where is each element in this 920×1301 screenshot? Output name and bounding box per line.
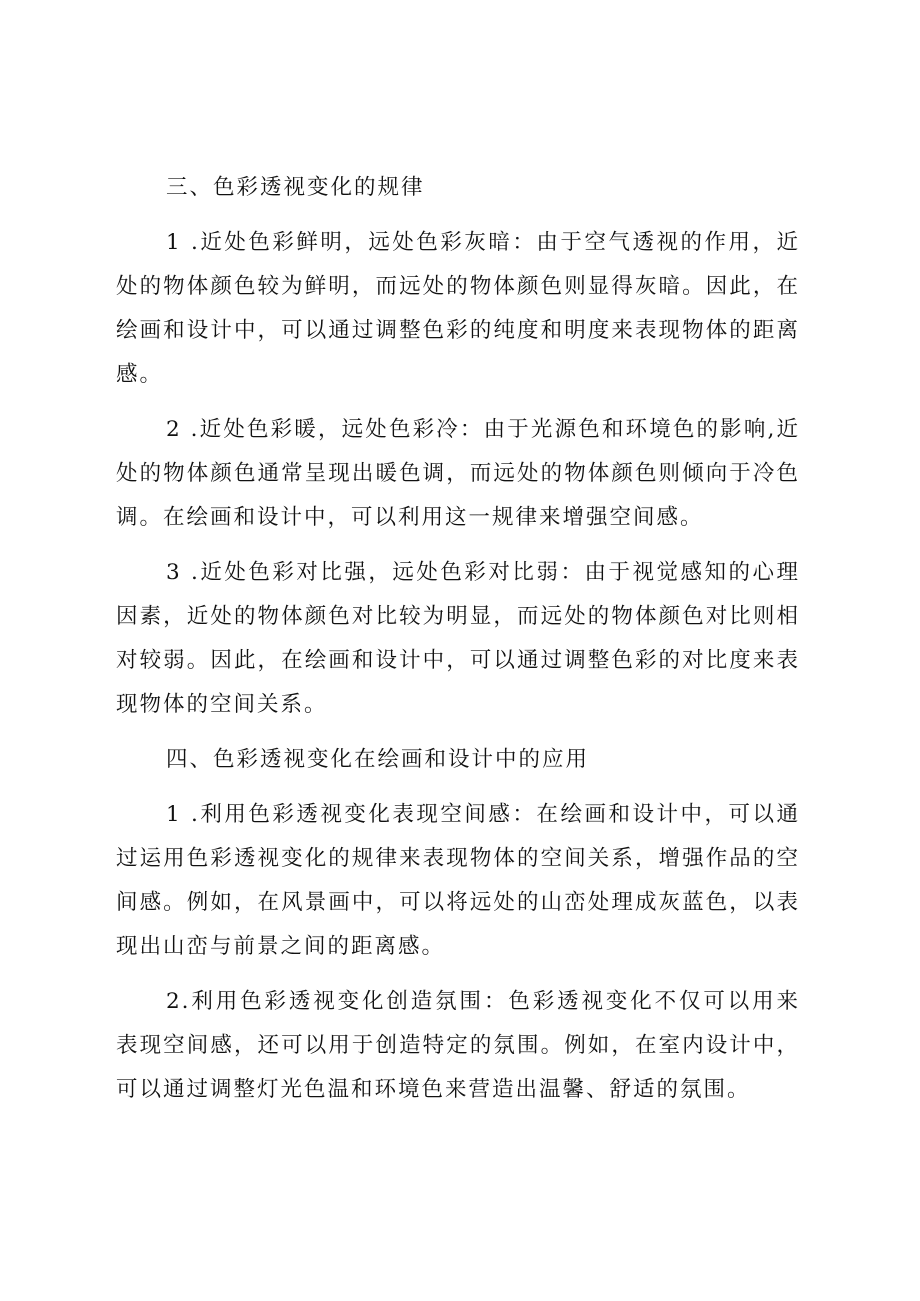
section-heading-4: 四、色彩透视变化在绘画和设计中的应用: [166, 747, 590, 772]
paragraph-3-1: 1 .近处色彩鲜明，远处色彩灰暗：由于空气透视的作用，近处的物体颜色较为鲜明，而远处的物体颜色则显得灰暗。因此，在绘画和设计中，可以通过调整色彩的纯度和明度来表现物体的距离感。: [116, 230, 800, 387]
document-body: [116, 166, 800, 1123]
paragraph-3-3: 3 .近处色彩对比强，远处色彩对比弱：由于视觉感知的心理因素，近处的物体颜色对比较为明显，而远处的物体颜色对比则相对较弱。因此，在绘画和设计中，可以通过调整色彩的对比度来表现物体的空间关系。: [116, 560, 800, 717]
paragraph-3-2: 2 .近处色彩暖，远处色彩冷：由于光源色和环境色的影响,近处的物体颜色通常呈现出暖色调，而远处的物体颜色则倾向于冷色调。在绘画和设计中，可以利用这一规律来增强空间感。: [116, 417, 800, 530]
section-heading-3: 三、色彩透视变化的规律: [166, 175, 425, 200]
paragraph-4-1: 1 .利用色彩透视变化表现空间感：在绘画和设计中，可以通过运用色彩透视变化的规律来表现物体的空间关系，增强作品的空间感。例如，在风景画中，可以将远处的山峦处理成灰蓝色，以表现出山峦与前景之间的距离感。: [116, 802, 800, 959]
paragraph-4-2: 2.利用色彩透视变化创造氛围：色彩透视变化不仅可以用来表现空间感，还可以用于创造特定的氛围。例如，在室内设计中，可以通过调整灯光色温和环境色来营造出温馨、舒适的氛围。: [116, 989, 800, 1102]
